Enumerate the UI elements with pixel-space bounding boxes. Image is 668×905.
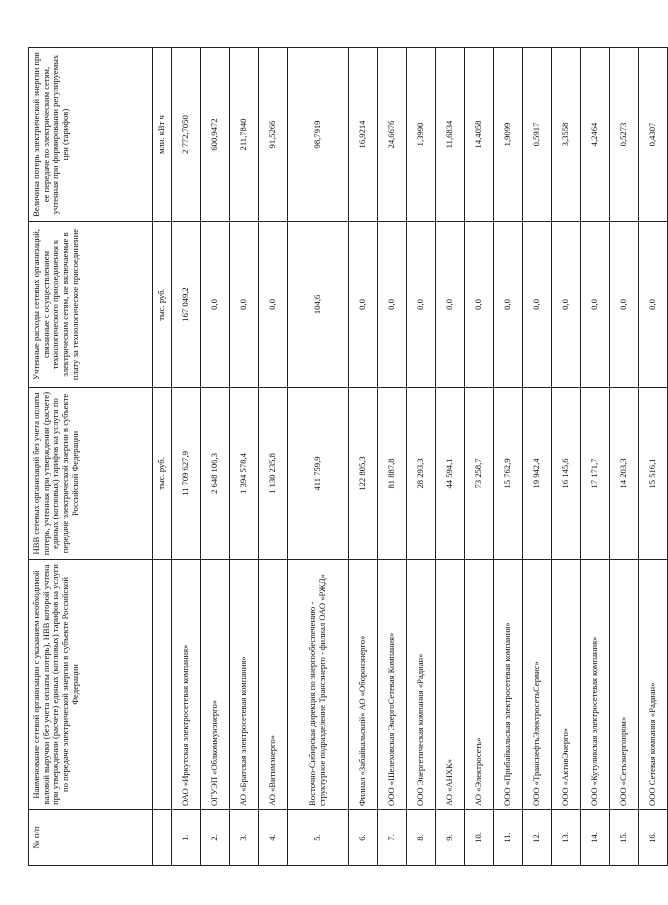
table-row	[639, 48, 668, 866]
row-number: 14.	[581, 810, 610, 866]
expenses-value: 0,0	[494, 222, 523, 388]
expenses-value: 0,0	[610, 222, 639, 388]
nvv-value: 19 942,4	[523, 388, 552, 560]
nvv-value: 17 171,7	[581, 388, 610, 560]
table-row	[494, 48, 523, 866]
expenses-value: 0,0	[523, 222, 552, 388]
losses-value: 91,5266	[259, 48, 288, 222]
table-row	[610, 48, 639, 866]
losses-value: 98,7919	[288, 48, 349, 222]
table-body	[29, 48, 668, 866]
unit-name-empty	[153, 560, 172, 810]
nvv-value: 411 759,9	[288, 388, 349, 560]
organization-name: АО «Братская электросетевая компания»	[230, 560, 259, 810]
expenses-value: 0,0	[349, 222, 378, 388]
row-number: 11.	[494, 810, 523, 866]
expenses-value: 0,0	[639, 222, 668, 388]
header-num: № п/п	[29, 810, 153, 866]
expenses-value: 0,0	[259, 222, 288, 388]
expenses-value: 0,0	[201, 222, 230, 388]
table-row	[349, 48, 378, 866]
expenses-value: 0,0	[378, 222, 407, 388]
losses-value: 1,9099	[494, 48, 523, 222]
organization-name: Филиал «Забайкальский» АО «Оборонэнерго»	[349, 560, 378, 810]
nvv-value: 11 709 627,9	[172, 388, 201, 560]
losses-value: 1,3990	[407, 48, 436, 222]
row-number: 7.	[378, 810, 407, 866]
unit-losses: млн. кВт ч	[153, 48, 172, 222]
organization-name: ООО «Кутуликская электросетевая компания»	[581, 560, 610, 810]
table-row	[288, 48, 349, 866]
table-row	[378, 48, 407, 866]
row-number: 16.	[639, 810, 668, 866]
table-row	[523, 48, 552, 866]
rotated-table-container	[28, 48, 658, 866]
nvv-value: 28 293,3	[407, 388, 436, 560]
losses-value: 3,3558	[552, 48, 581, 222]
table-row	[465, 48, 494, 866]
nvv-value: 2 648 106,3	[201, 388, 230, 560]
expenses-value: 0,0	[436, 222, 465, 388]
nvv-value: 122 805,3	[349, 388, 378, 560]
organization-name: ООО Энергетическая компания «Радиан»	[407, 560, 436, 810]
nvv-value: 1 130 235,8	[259, 388, 288, 560]
expenses-value: 0,0	[581, 222, 610, 388]
row-number: 3.	[230, 810, 259, 866]
row-number: 10.	[465, 810, 494, 866]
losses-value: 4,2464	[581, 48, 610, 222]
header-name: Наименование сетевой организации с указанием необходимой валовой выручки (без учета оплаты потерь), НВВ которой учтена при утверждении (расчете) единых (котловых) тарифов на услуги по передаче электрической энергии в субъекте Российской Федерации	[29, 560, 153, 810]
nvv-value: 14 203,3	[610, 388, 639, 560]
row-number: 1.	[172, 810, 201, 866]
table-row	[259, 48, 288, 866]
organization-name: ООО Сетевая компания «Радиан»	[639, 560, 668, 810]
losses-value: 2 772,7050	[172, 48, 201, 222]
losses-value: 600,9472	[201, 48, 230, 222]
header-nvv: НВВ сетевых организаций без учета оплаты потерь, учтенная при утверждении (расчете) единых (котловых) тарифов на услуги по передаче электрической энергии в субъекте Российской Федерации	[29, 388, 153, 560]
organization-name: ОАО «Иркутская электросетевая компания»	[172, 560, 201, 810]
units-row	[153, 48, 172, 866]
organization-name: ООО «Прибайкальская электросетевая компания»	[494, 560, 523, 810]
tariff-table	[28, 47, 668, 866]
organization-name: ООО «Шелеховская ЭнергоСетевая Компания»	[378, 560, 407, 810]
unit-nvv: тыс. руб.	[153, 388, 172, 560]
unit-expenses: тыс. руб.	[153, 222, 172, 388]
row-number: 5.	[288, 810, 349, 866]
expenses-value: 104,6	[288, 222, 349, 388]
table-row	[172, 48, 201, 866]
losses-value: 16,9214	[349, 48, 378, 222]
nvv-value: 44 594,1	[436, 388, 465, 560]
nvv-value: 16 145,6	[552, 388, 581, 560]
organization-name: ОГУЭП «Облкоммунэнерго»	[201, 560, 230, 810]
row-number: 8.	[407, 810, 436, 866]
header-expenses: Учтенные расходы сетевых организаций, связанные с осуществлением технологического присоединения к электрическим сетям, не включаемые в плату за технологическое присоединение	[29, 222, 153, 388]
organization-name: ООО «ТранснефтьЭлектросетьСервис»	[523, 560, 552, 810]
nvv-value: 1 394 578,4	[230, 388, 259, 560]
losses-value: 0,4307	[639, 48, 668, 222]
organization-name: АО «Электросеть»	[465, 560, 494, 810]
expenses-value: 0,0	[407, 222, 436, 388]
table-row	[407, 48, 436, 866]
nvv-value: 15 516,1	[639, 388, 668, 560]
table-row	[552, 48, 581, 866]
nvv-value: 15 762,9	[494, 388, 523, 560]
expenses-value: 0,0	[465, 222, 494, 388]
organization-name: АО «АНХК»	[436, 560, 465, 810]
expenses-value: 0,0	[552, 222, 581, 388]
row-number: 4.	[259, 810, 288, 866]
losses-value: 14,4058	[465, 48, 494, 222]
table-row	[581, 48, 610, 866]
row-number: 12.	[523, 810, 552, 866]
row-number: 15.	[610, 810, 639, 866]
row-number: 13.	[552, 810, 581, 866]
expenses-value: 0,0	[230, 222, 259, 388]
organization-name: Восточно-Сибирская дирекция по энергообеспечению - структурное подразделение Трансэнерго - филиал ОАО «РЖД»	[288, 560, 349, 810]
nvv-value: 73 258,7	[465, 388, 494, 560]
table-row	[436, 48, 465, 866]
organization-name: ООО «Сетьэнергопром»	[610, 560, 639, 810]
losses-value: 211,7840	[230, 48, 259, 222]
row-number: 6.	[349, 810, 378, 866]
row-number: 9.	[436, 810, 465, 866]
table-row	[230, 48, 259, 866]
losses-value: 0,5273	[610, 48, 639, 222]
nvv-value: 81 887,8	[378, 388, 407, 560]
unit-num-empty	[153, 810, 172, 866]
organization-name: ООО «АктивЭнерго»	[552, 560, 581, 810]
losses-value: 0,5917	[523, 48, 552, 222]
expenses-value: 167 049,2	[172, 222, 201, 388]
losses-value: 24,6676	[378, 48, 407, 222]
header-losses: Величина потерь электрической энергии при ее передаче по электрическим сетям, учтенная при формировании регулируемых цен (тарифов)	[29, 48, 153, 222]
header-row	[29, 48, 153, 866]
table-row	[201, 48, 230, 866]
organization-name: АО «Витимэнерго»	[259, 560, 288, 810]
losses-value: 11,6834	[436, 48, 465, 222]
row-number: 2.	[201, 810, 230, 866]
